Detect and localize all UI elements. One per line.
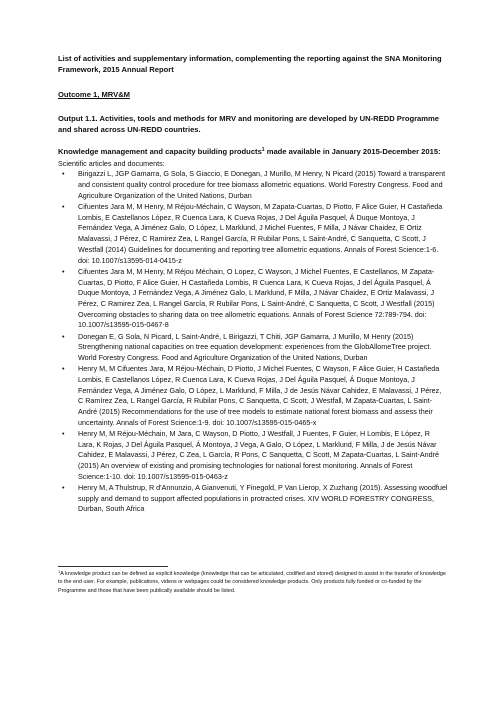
bullet-icon: • (62, 428, 65, 438)
bullet-icon: • (62, 364, 65, 374)
footnote-divider (58, 566, 168, 567)
bullet-icon: • (62, 331, 65, 341)
bullet-icon: • (62, 169, 65, 179)
reference-text: Donegan E, G Sola, N Picard, L Saint-André, L Birigazzi, T Chiti, JGP Gamarra, J Murillo, M Henry (2015) Strengthening national capacities on tree equation development: experiences from the GlobAllomeTree project. World Forestry Congress. Food and Agriculture Organization of the United Nations, Durban (78, 331, 432, 362)
reference-text: Henry M, A Thulstrup, R d'Annunzio, A Gianvenuti, Y Finegold, P Van Lierop, X Zuzhang (2015). Assessing woodfuel supply and demand to support affected populations in protracted crises. XIV WORLD FORESTRY CONGRESS, Durban, South Africa (78, 482, 448, 514)
reference-text: Cifuentes Jara M, M Henry, M Réjou-Méchain, C Wayson, M Zapata-Cuartas, D Piotto, F Alice Guier, H Castañeda Lombis, E Castellanos López, R Cuenca Lara, K Cueva Rojas, J Del Águila Pasquel, Á Duque Montoya, J Fernández Vega, A Jiménez Galo, O López, L Marklund, J Michel Fuentes, F Milla, J Návar Chaidez, E Ortiz Malavassi, J Pérez, C Ramirez Zea, L Rangel García, R Rubilar Pons, L Saint-André, C Sanquetta, C Scott, J Westfall (2014) Guidelines for documenting and reporting tree allometric equations. Annals of Forest Science:1-6. doi: 10.1007/s13595-014-0415-z (78, 202, 443, 265)
list-item (58, 267, 448, 331)
reference-text: Birigazzi L, JGP Gamarra, G Sola, S Giaccio, E Donegan, J Murillo, M Henry, N Picard (2015) Toward a transparent and consistent quality control procedure for tree biomass allometric equations. World Forestry Congress. Food and Agriculture Organization of the United Nations, Durban (78, 169, 446, 200)
footnote-text: A knowledge product can be defined as explicit knowledge (knowledge that can be articulated, codified and stored) designed to assist in the transfer of knowledge to the end user. For example, publications, videos or webpages could be considered knowledge products. Only products fully funded or co-funded by the Programme and those that have been publically available should be listed. (58, 571, 446, 594)
list-item (58, 332, 448, 364)
footnote-number: 1 (58, 569, 61, 574)
document-title: List of activities and supplementary information, complementing the reporting against the SNA Monitoring Framework, 2015 Annual Report (58, 54, 442, 74)
knowledge-products-heading-rest: made available in January 2015-December 2015: (264, 147, 441, 157)
list-item (58, 483, 448, 515)
bullet-icon: • (62, 202, 65, 212)
reference-text: Cifuentes Jara M, M Henry, M Réjou Méchain, O Lopez, C Wayson, J Michel Fuentes, E Castellanos, M Zapata-Cuartas, D Piotto, F Alice Guier, H Castañeda Lombis, R Cuenca Lara, K Cueva Rojas, J del Águila Pasquel, Á Duque Montoya, J Fernández Vega, A Jiménez Galo, L Marklund, F Milla, J Návar Chaidez, E Ortiz Malavassi, J Pérez, C Ramirez Zea, L Rangel García, R Rubilar Pons, L Saint-André, C Sanquetta, C Scott, J Westfall (2015) Overcoming obstacles to sharing data on tree allometric equations. Annals of Forest Science 72:789-794. doi: 10.1007/s13595-015-0467-8 (78, 266, 435, 330)
list-item (58, 364, 448, 428)
footnote (58, 570, 446, 595)
knowledge-products-heading-text: Knowledge management and capacity building products (58, 147, 262, 157)
reference-list (58, 169, 448, 515)
bullet-icon: • (62, 482, 65, 492)
bullet-icon: • (62, 266, 65, 276)
output-heading: Output 1.1. Activities, tools and methods for MRV and monitoring are developed by UN-REDD Programme and shared across UN-REDD countries. (58, 114, 440, 134)
outcome-heading: Outcome 1, MRV&M (58, 90, 131, 100)
document-body (58, 54, 448, 515)
list-item (58, 202, 448, 266)
reference-text: Henry M, M Cifuentes Jara, M Réjou-Méchain, D Piotto, J Michel Fuentes, C Wayson, F Alice Guier, H Castañeda Lombis, E Castellanos López, R Cuenca Lara, K Cueva Rojas, J Del Águila Pasquel, Á Duque Montoya, J Fernández Vega, A Jiménez Galo, O López, L Marklund, F Milla, J de Jesús Návar Cahidez, E Malavassi, J Pérez, C Ramírez Zea, L Rangel García, R Rubilar Pons, C Sanquetta, C Scott, J Westfall, M Zapata-Cuartas, L Saint-André (2015) Recommendations for the use of tree models to estimate national forest biomass and assess their uncertainty. Annals of Forest Science:1-9. doi: 10.1007/s13595-015-0465-x (78, 364, 442, 427)
reference-text: Henry M, M Réjou-Méchain, M Jara, C Wayson, D Piotto, J Westfall, J Fuentes, F Guier, H Lombis, E López, R Lara, K Rojas, J Del Águila Pasquel, Á Montoya, J Vega, A Galo, O López, L Marklund, F Milla, J de Jesús Návar Cahidez, E Malavassi, J Pérez, C Zea, L García, R Pons, C Sanquetta, C Scott, M Zapata-Cuartas, L Saint-André (2015) An overview of existing and promising technologies for national forest monitoring. Annals of Forest Science:1-10. doi: 10.1007/s13595-015-0463-z (78, 428, 439, 481)
list-item (58, 169, 448, 201)
list-item (58, 429, 448, 483)
knowledge-products-heading (58, 147, 448, 158)
articles-intro: Scientific articles and documents: (58, 158, 165, 168)
footnote-reference[interactable]: 1 (261, 147, 265, 154)
